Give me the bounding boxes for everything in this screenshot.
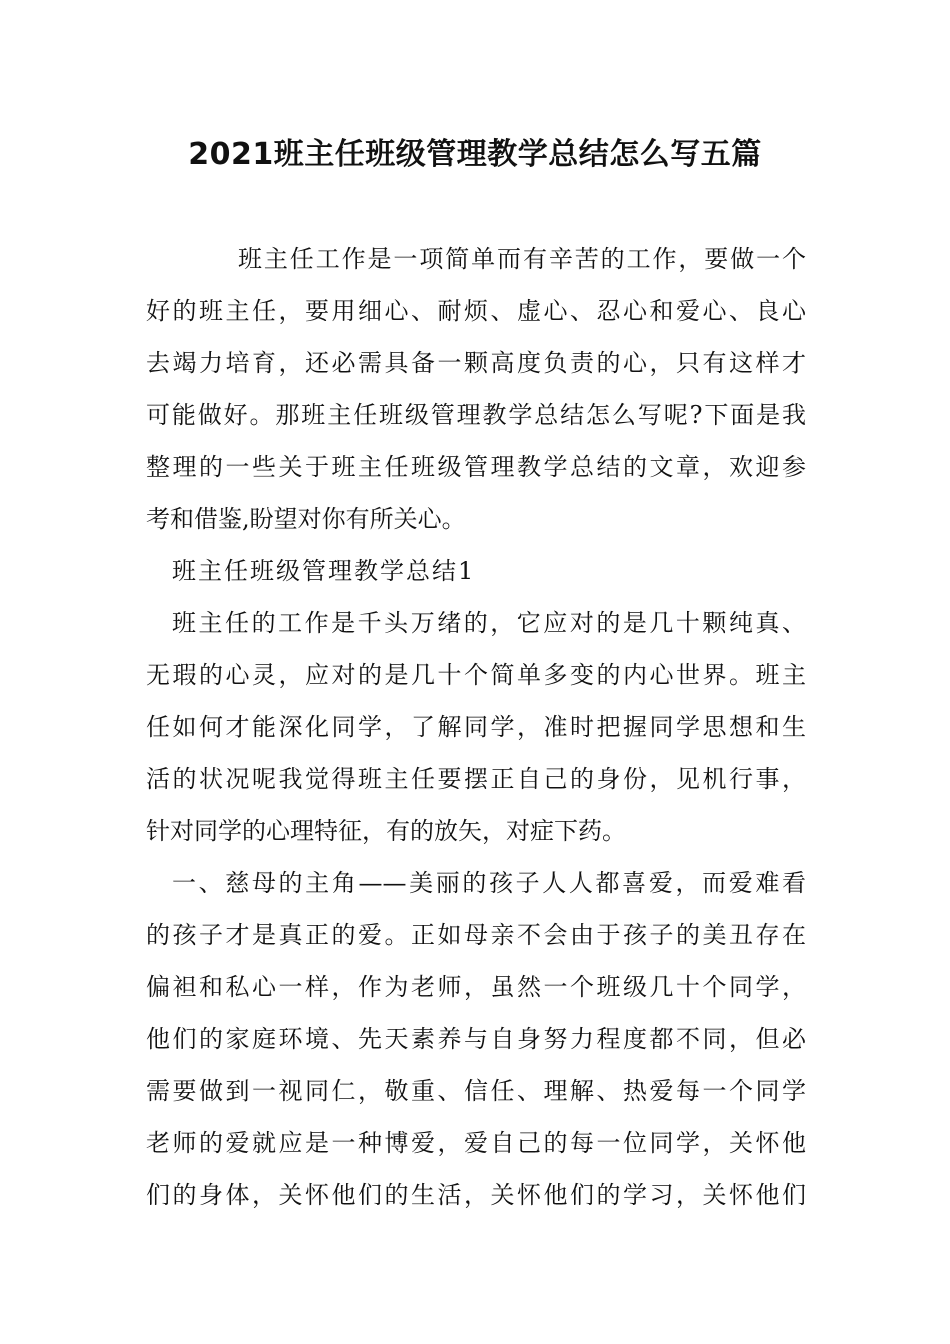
- paragraph-line: 们的身体，关怀他们的生活，关怀他们的学习，关怀他们: [146, 1181, 806, 1209]
- paragraph-line: 去竭力培育，还必需具备一颗高度负责的心，只有这样才: [146, 349, 806, 377]
- paragraph-line: 针对同学的心理特征，有的放矢，对症下药。: [146, 817, 626, 845]
- section-heading: 班主任班级管理教学总结1: [172, 557, 476, 585]
- paragraph-line: 班主任的工作是千头万绪的，它应对的是几十颗纯真、: [172, 609, 806, 637]
- paragraph-line: 好的班主任，要用细心、耐烦、虚心、忍心和爱心、良心: [146, 297, 806, 325]
- paragraph-line: 需要做到一视同仁，敬重、信任、理解、热爱每一个同学: [146, 1077, 806, 1105]
- paragraph-line: 无瑕的心灵，应对的是几十个简单多变的内心世界。班主: [146, 661, 806, 689]
- paragraph-line: 整理的一些关于班主任班级管理教学总结的文章，欢迎参: [146, 453, 806, 481]
- paragraph-line: 任如何才能深化同学，了解同学，准时把握同学思想和生: [146, 713, 806, 741]
- paragraph-line: 的孩子才是真正的爱。正如母亲不会由于孩子的美丑存在: [146, 921, 806, 949]
- paragraph-line: 考和借鉴,盼望对你有所关心。: [146, 505, 466, 533]
- document-title: 2021班主任班级管理教学总结怎么写五篇: [188, 137, 762, 172]
- paragraph-line: 一、慈母的主角——美丽的孩子人人都喜爱，而爱难看: [172, 869, 806, 897]
- paragraph-line: 班主任工作是一项简单而有辛苦的工作，要做一个: [238, 245, 806, 273]
- paragraph-line: 老师的爱就应是一种博爱，爱自己的每一位同学，关怀他: [146, 1129, 806, 1157]
- document-body: [146, 233, 806, 1221]
- paragraph-line: 可能做好。那班主任班级管理教学总结怎么写呢?下面是我: [146, 401, 806, 429]
- paragraph-line: 他们的家庭环境、先天素养与自身努力程度都不同，但必: [146, 1025, 806, 1053]
- paragraph-line: 偏袒和私心一样，作为老师，虽然一个班级几十个同学，: [146, 973, 806, 1001]
- paragraph-line: 活的状况呢我觉得班主任要摆正自己的身份，见机行事，: [146, 765, 806, 793]
